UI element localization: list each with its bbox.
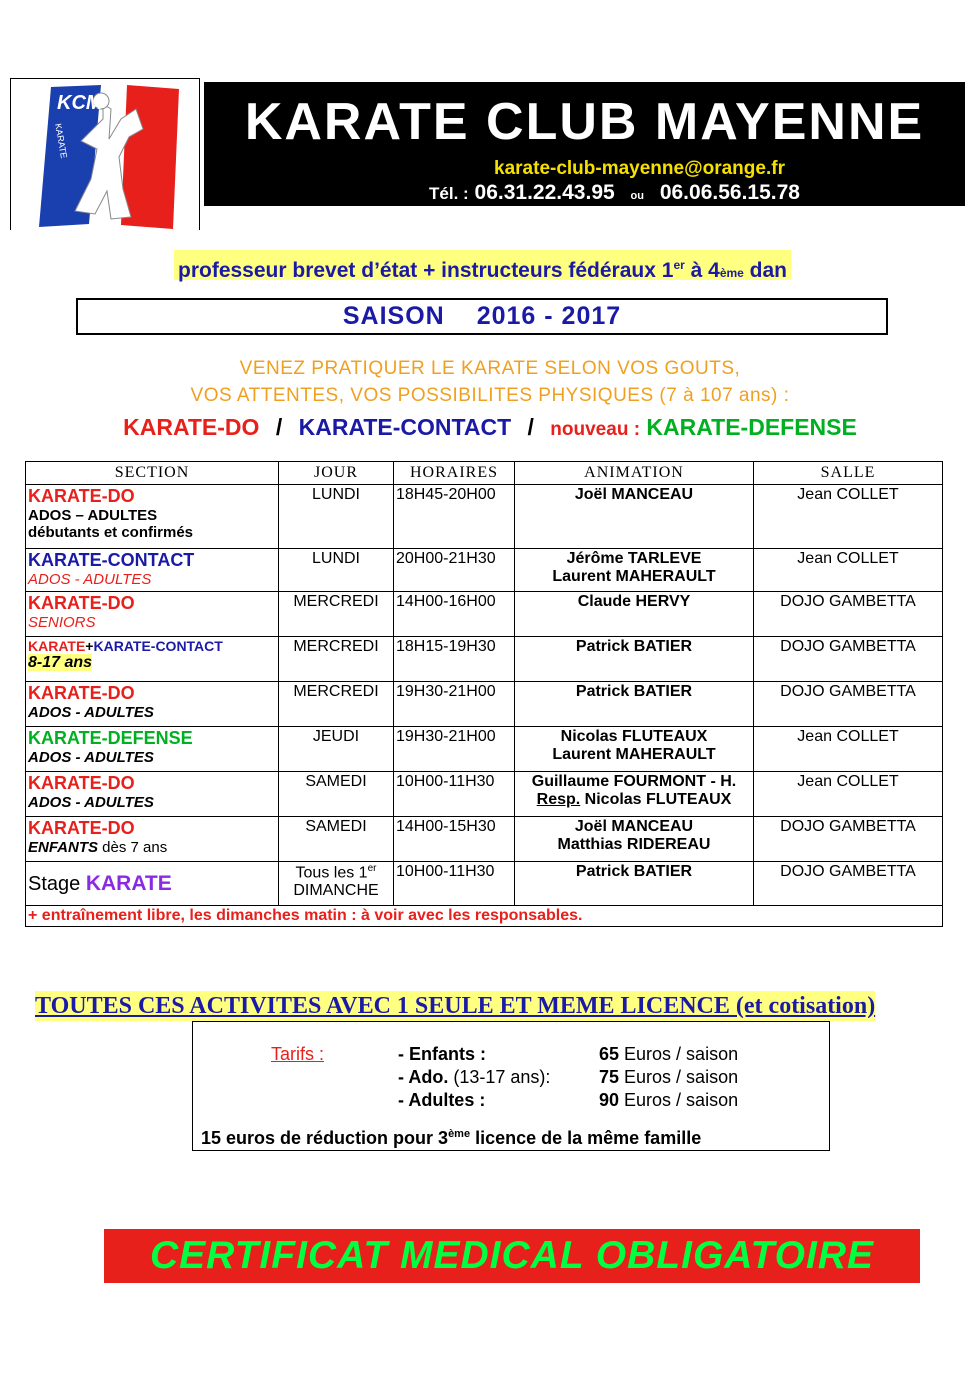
tarifs-box <box>192 1021 830 1151</box>
table-row <box>26 772 943 817</box>
logo-letters: KCM <box>57 92 103 114</box>
animator-1: Jérôme TARLEVE <box>566 550 702 567</box>
section-cell <box>26 772 279 817</box>
section-cell <box>26 592 279 637</box>
horaires-cell: 20H00-21H30 <box>394 549 515 592</box>
tel-or: ou <box>630 190 644 202</box>
section-sub2: débutants et confirmés <box>28 524 194 541</box>
horaires-cell: 14H00-16H00 <box>394 592 515 637</box>
section-sub: ADOS – ADULTES <box>28 507 158 524</box>
tarif-price-ado <box>599 1067 738 1088</box>
section-cell <box>26 637 279 682</box>
animator-2: Matthias RIDEREAU <box>557 836 711 853</box>
horaires-cell: 14H00-15H30 <box>394 817 515 862</box>
salle-cell: Jean COLLET <box>754 727 943 772</box>
intro-line-1: VENEZ PRATIQUER LE KARATE SELON VOS GOUTS, <box>239 358 741 379</box>
animator-1: Joël MANCEAU <box>574 486 694 503</box>
price-unit: Euros / saison <box>619 1090 739 1110</box>
tel-number-1: 06.31.22.43.95 <box>474 181 615 204</box>
price-value: 90 <box>599 1090 620 1110</box>
price-value: 75 <box>599 1067 620 1087</box>
new-label: nouveau : <box>550 419 641 440</box>
tel-number-2: 06.06.56.15.78 <box>659 181 800 204</box>
reduc-a: 15 euros de réduction pour 3 <box>201 1128 449 1148</box>
table-row <box>26 727 943 772</box>
section-cell <box>26 862 279 906</box>
jour-a: Tous les 1 <box>295 864 368 882</box>
animator-1: Patrick BATIER <box>575 638 693 655</box>
animation-cell <box>515 485 754 549</box>
tel-label: Tél. : <box>429 184 469 203</box>
section-cell <box>26 549 279 592</box>
animation-cell <box>515 549 754 592</box>
table-row <box>26 817 943 862</box>
section-name: KARATE-DEFENSE <box>28 728 193 748</box>
col-header-horaires: HORAIRES <box>394 462 515 485</box>
section-sub: ADOS - ADULTES <box>28 704 154 721</box>
table-header-row <box>26 462 943 485</box>
section-name: KARATE-DO <box>28 773 135 793</box>
jour-cell: LUNDI <box>279 549 394 592</box>
logo-sub: KARATE <box>53 122 70 160</box>
tarif-cat-enfants: - Enfants : <box>398 1044 486 1064</box>
section-sub: ADOS - ADULTES <box>28 794 154 811</box>
salle-cell: Jean COLLET <box>754 485 943 549</box>
instructors-sup: er <box>673 258 685 272</box>
jour-cell: SAMEDI <box>279 772 394 817</box>
family-reduction <box>201 1128 701 1149</box>
section-sub-b: dès 7 ans <box>98 839 168 856</box>
col-header-salle: SALLE <box>754 462 943 485</box>
section-name-b: KARATE <box>85 871 172 895</box>
col-header-jour: JOUR <box>279 462 394 485</box>
type-sep-1: / <box>275 414 283 440</box>
animator-2: Laurent MAHERAULT <box>552 568 716 585</box>
section-sub-a: ENFANTS <box>28 839 99 856</box>
karate-types <box>0 414 980 441</box>
section-name: KARATE-DO <box>28 486 135 506</box>
animator-1: Claude HERVY <box>577 593 691 610</box>
animator-2: Laurent MAHERAULT <box>552 746 716 763</box>
table-row <box>26 637 943 682</box>
resp-label: Resp. <box>536 791 581 808</box>
club-title: KARATE CLUB MAYENNE <box>244 93 925 151</box>
jour-b: DIMANCHE <box>293 882 379 900</box>
licence-banner: TOUTES CES ACTIVITES AVEC 1 SEULE ET MEME LICENCE (et cotisation) <box>35 993 876 1019</box>
section-name: KARATE-DO <box>28 818 135 838</box>
club-phone <box>204 181 965 205</box>
animator-1: Patrick BATIER <box>575 863 693 880</box>
salle-cell: Jean COLLET <box>754 772 943 817</box>
intro-line-2: VOS ATTENTES, VOS POSSIBILITES PHYSIQUES (7 à 107 ans) : <box>190 385 790 406</box>
section-cell <box>26 727 279 772</box>
cat-extra: (13-17 ans): <box>448 1067 551 1087</box>
season-label: SAISON <box>342 302 445 330</box>
type-sep-2: / <box>527 414 534 440</box>
footnote: + entraînement libre, les dimanches matin : à voir avec les responsables. <box>26 906 943 927</box>
tarif-price-adultes <box>599 1090 738 1111</box>
section-cell <box>26 485 279 549</box>
animation-cell <box>515 817 754 862</box>
section-sub: ADOS - ADULTES <box>28 571 152 588</box>
jour-cell: JEUDI <box>279 727 394 772</box>
jour-cell: MERCREDI <box>279 682 394 727</box>
price-unit: Euros / saison <box>619 1044 739 1064</box>
season-years: 2016 - 2017 <box>476 302 622 330</box>
animator-1: Guillaume FOURMONT - H. <box>531 773 737 790</box>
horaires-cell: 19H30-21H00 <box>394 727 515 772</box>
animation-cell <box>515 682 754 727</box>
salle-cell: Jean COLLET <box>754 549 943 592</box>
tarifs-label: Tarifs : <box>271 1044 325 1064</box>
horaires-cell: 18H45-20H00 <box>394 485 515 549</box>
price-value: 65 <box>599 1044 620 1064</box>
section-sub: ADOS - ADULTES <box>28 749 154 766</box>
club-email[interactable]: karate-club-mayenne@orange.fr <box>494 158 785 179</box>
animation-cell <box>515 727 754 772</box>
animation-cell <box>515 772 754 817</box>
section-plus: + <box>85 638 94 654</box>
salle-cell: DOJO GAMBETTA <box>754 817 943 862</box>
instructors-text-b: à 4 <box>684 259 720 282</box>
horaires-cell: 10H00-11H30 <box>394 862 515 906</box>
tarif-cat-adultes: - Adultes : <box>398 1090 486 1110</box>
section-name: KARATE-DO <box>28 593 135 613</box>
karate-fighter-logo <box>11 79 201 231</box>
salle-cell: DOJO GAMBETTA <box>754 862 943 906</box>
salle-cell: DOJO GAMBETTA <box>754 682 943 727</box>
schedule-table <box>25 461 943 927</box>
horaires-cell: 19H30-21H00 <box>394 682 515 727</box>
instructors-line <box>174 250 791 280</box>
type-karate-contact: KARATE-CONTACT <box>298 414 512 440</box>
instructors-small: ème <box>719 266 744 280</box>
tarif-cat-ado <box>398 1067 550 1088</box>
section-cell <box>26 817 279 862</box>
animation-cell <box>515 592 754 637</box>
instructors-text-c: dan <box>743 259 788 282</box>
animator-2: Nicolas FLUTEAUX <box>580 791 732 808</box>
section-cell <box>26 682 279 727</box>
table-row <box>26 862 943 906</box>
table-row <box>26 592 943 637</box>
col-header-animation: ANIMATION <box>515 462 754 485</box>
jour-cell: MERCREDI <box>279 592 394 637</box>
type-karate-defense: KARATE-DEFENSE <box>646 414 857 440</box>
horaires-cell: 18H15-19H30 <box>394 637 515 682</box>
section-name: KARATE-DO <box>28 683 135 703</box>
section-sub: 8-17 ans <box>28 654 93 671</box>
table-row <box>26 485 943 549</box>
table-row <box>26 682 943 727</box>
medical-certificate-banner: CERTIFICAT MEDICAL OBLIGATOIRE <box>104 1229 920 1283</box>
section-name-a: KARATE <box>28 638 86 654</box>
season-box <box>76 298 888 335</box>
type-karate-do: KARATE-DO <box>123 414 260 440</box>
horaires-cell: 10H00-11H30 <box>394 772 515 817</box>
jour-cell <box>279 862 394 906</box>
section-name-a: Stage <box>28 872 86 895</box>
animation-cell <box>515 862 754 906</box>
instructors-text: professeur brevet d’état + instructeurs fédéraux 1 <box>178 259 674 282</box>
animator-1: Nicolas FLUTEAUX <box>560 728 708 745</box>
animator-1: Patrick BATIER <box>575 683 693 700</box>
reduc-sup: ème <box>448 1128 471 1140</box>
price-unit: Euros / saison <box>619 1067 739 1087</box>
section-sub: SENIORS <box>28 614 96 631</box>
club-logo <box>10 78 200 230</box>
jour-cell: MERCREDI <box>279 637 394 682</box>
jour-cell: SAMEDI <box>279 817 394 862</box>
jour-cell: LUNDI <box>279 485 394 549</box>
reduc-b: licence de la même famille <box>470 1128 702 1148</box>
jour-sup: er <box>367 863 377 874</box>
title-banner <box>204 82 965 206</box>
animation-cell <box>515 637 754 682</box>
section-name: KARATE-CONTACT <box>28 550 195 570</box>
salle-cell: DOJO GAMBETTA <box>754 592 943 637</box>
salle-cell: DOJO GAMBETTA <box>754 637 943 682</box>
cat-label: - Ado. <box>398 1067 449 1087</box>
section-name-b: KARATE-CONTACT <box>93 638 223 654</box>
footnote-row <box>26 906 943 927</box>
animator-1: Joël MANCEAU <box>574 818 694 835</box>
table-row <box>26 549 943 592</box>
tarif-price-enfants <box>599 1044 738 1065</box>
col-header-section: SECTION <box>26 462 279 485</box>
